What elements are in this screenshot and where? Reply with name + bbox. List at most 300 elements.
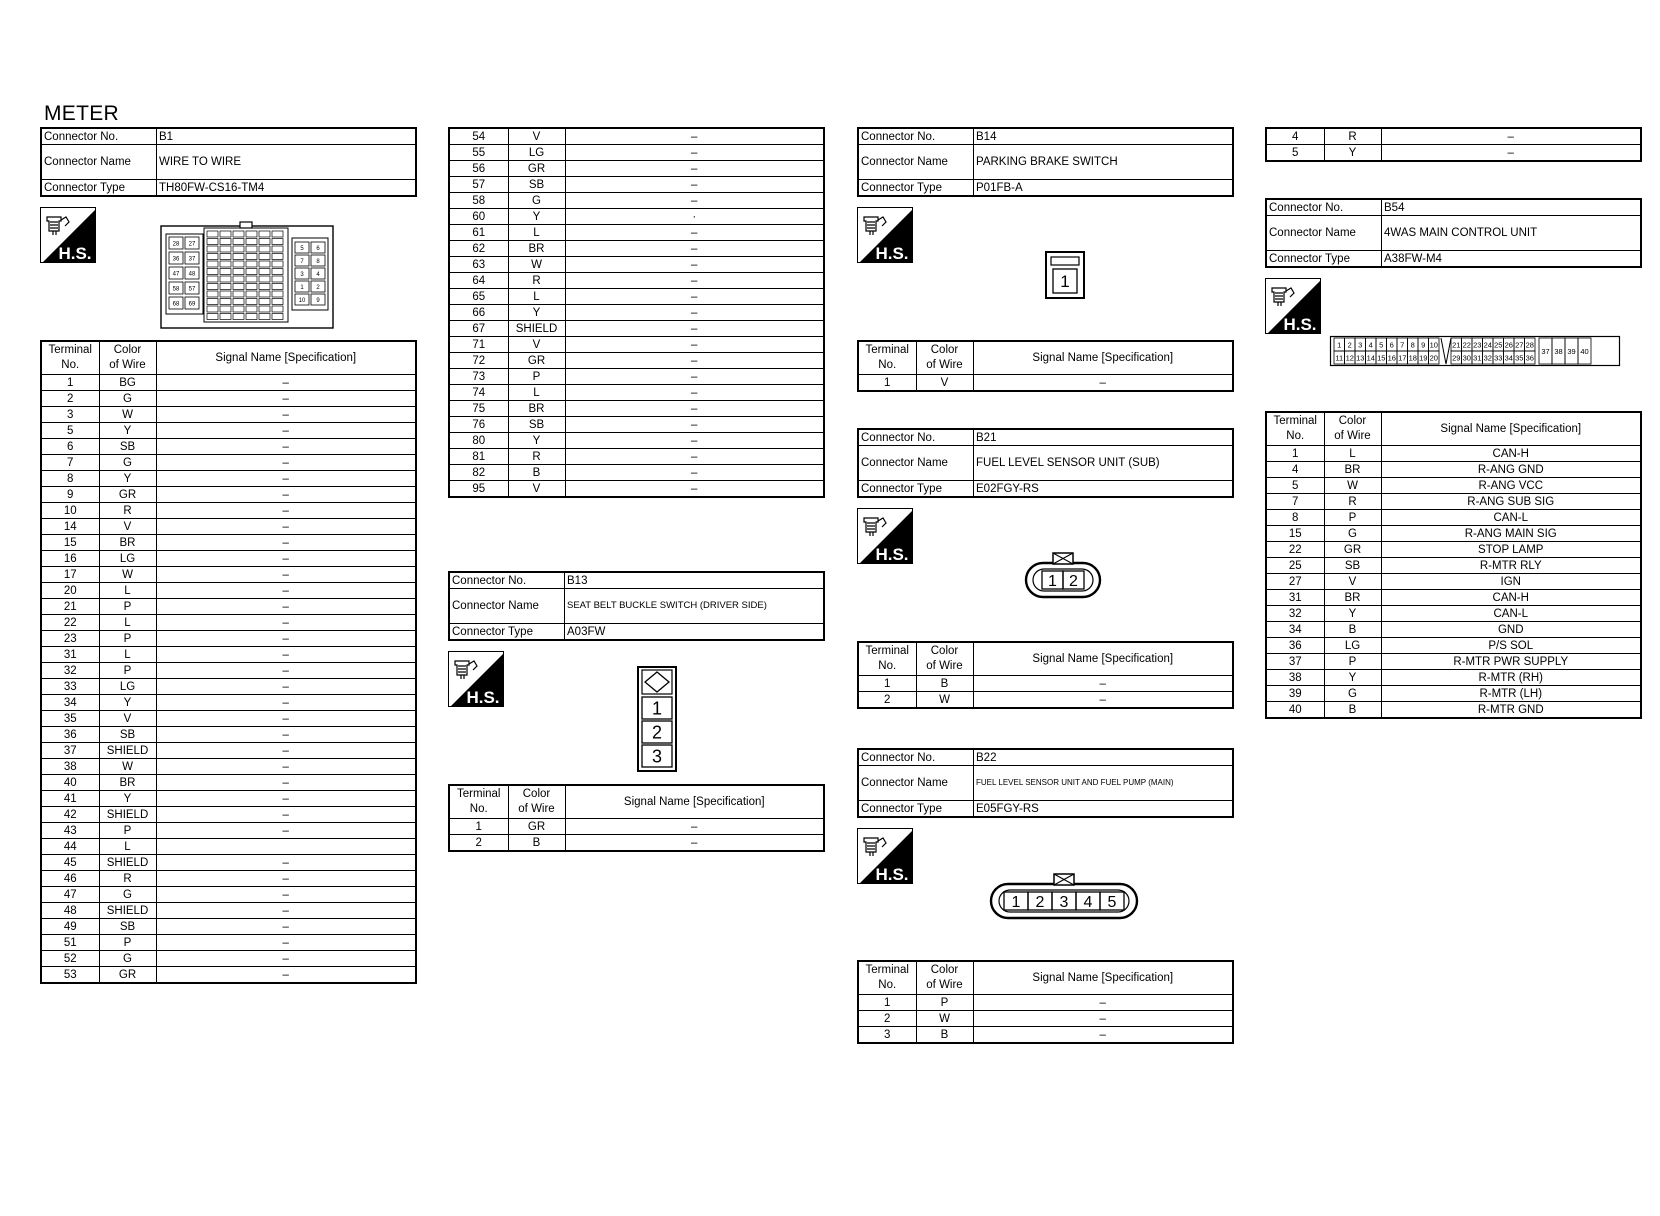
- pin-label: 21: [1452, 340, 1461, 350]
- terminal-no-cell: 81: [449, 449, 508, 465]
- signal-name-cell: –: [156, 855, 416, 871]
- b14-pins: [1053, 269, 1077, 293]
- terminal-no-cell: 57: [449, 177, 508, 193]
- pin-label: 2: [1347, 340, 1352, 350]
- signal-name-cell: –: [973, 375, 1233, 392]
- table-row: [449, 385, 824, 401]
- table-row: [449, 321, 824, 337]
- signal-name-cell: –: [156, 807, 416, 823]
- connector-b21-block: [857, 428, 1234, 498]
- terminal-no-cell: 43: [41, 823, 99, 839]
- connector-name-value: WIRE TO WIRE: [157, 145, 417, 180]
- wire-color-cell: SB: [99, 919, 156, 935]
- terminal-no-cell: 23: [41, 631, 99, 647]
- pin-cell: [272, 299, 283, 305]
- pin-cell: [272, 269, 283, 275]
- wire-color-cell: B: [1324, 622, 1381, 638]
- pin-cell: [233, 291, 244, 297]
- pin-label: 2: [316, 285, 320, 291]
- table-row: [41, 759, 416, 775]
- pin-label: 6: [1389, 340, 1394, 350]
- connector-type-value: P01FB-A: [974, 180, 1234, 197]
- connector-no-label: Connector No.: [1266, 199, 1382, 216]
- terminal-no-cell: 47: [41, 887, 99, 903]
- pin-label: 2: [651, 722, 663, 743]
- pin-label: 8: [1410, 340, 1415, 350]
- wire-color-cell: L: [508, 289, 565, 305]
- pin-cell: [246, 299, 257, 305]
- pin-cell: [272, 276, 283, 282]
- signal-name-header: Signal Name [Specification]: [973, 642, 1233, 676]
- pin-label: 5: [1107, 893, 1117, 911]
- pin-label: 16: [1387, 353, 1396, 363]
- svg-text:H.S.: H.S.: [875, 865, 909, 884]
- table-row: [41, 935, 416, 951]
- pin-label: 9: [1421, 340, 1426, 350]
- pin-cell: [220, 231, 231, 237]
- connector-no-label: Connector No.: [858, 128, 974, 145]
- pin-label: 23: [1473, 340, 1482, 350]
- connector-b22-diagram: [989, 873, 1139, 921]
- terminal-no-cell: 35: [41, 711, 99, 727]
- wire-color-cell: Y: [99, 791, 156, 807]
- wire-color-cell: Y: [1324, 145, 1381, 162]
- wire-color-cell: L: [99, 615, 156, 631]
- table-header-row: [449, 785, 824, 819]
- pin-cell: [272, 261, 283, 267]
- terminal-no-cell: 41: [41, 791, 99, 807]
- pin-label: 14: [1366, 353, 1375, 363]
- terminal-no-cell: 63: [449, 257, 508, 273]
- terminal-no-header: Terminal No.: [449, 785, 508, 819]
- table-row: [449, 225, 824, 241]
- terminal-no-cell: 60: [449, 209, 508, 225]
- pin-cell: [246, 306, 257, 312]
- wire-color-cell: W: [916, 1011, 973, 1027]
- signal-name-cell: –: [565, 257, 824, 273]
- wire-color-cell: P: [916, 995, 973, 1011]
- wire-color-cell: B: [916, 676, 973, 692]
- pin-cell: [207, 306, 218, 312]
- b1-pin-grid: [207, 231, 283, 320]
- connector-type-value: TH80FW-CS16-TM4: [157, 180, 417, 197]
- pin-label: 57: [188, 286, 196, 293]
- terminal-no-cell: 56: [449, 161, 508, 177]
- svg-text:H.S.: H.S.: [1283, 315, 1317, 334]
- terminal-no-cell: 8: [1266, 510, 1324, 526]
- terminal-no-cell: 75: [449, 401, 508, 417]
- pin-cell: [233, 306, 244, 312]
- terminal-no-cell: 49: [41, 919, 99, 935]
- pin-cell: [207, 239, 218, 245]
- connector-no-value: B13: [565, 572, 825, 589]
- pin-label: 48: [188, 271, 196, 278]
- wire-color-cell: SB: [1324, 558, 1381, 574]
- connector-b22-wires-continued: [1265, 127, 1642, 162]
- connector-name-value: 4WAS MAIN CONTROL UNIT: [1382, 216, 1642, 251]
- terminal-no-cell: 6: [41, 439, 99, 455]
- wire-color-cell: L: [99, 839, 156, 855]
- pin-label: 39: [1567, 347, 1576, 356]
- pin-label: 29: [1452, 353, 1461, 363]
- signal-name-cell: –: [565, 481, 824, 498]
- signal-name-cell: CAN-L: [1381, 606, 1641, 622]
- connector-name-label: Connector Name: [41, 145, 157, 180]
- wire-color-cell: BR: [1324, 590, 1381, 606]
- terminal-no-cell: 2: [858, 1011, 916, 1027]
- table-row: [449, 819, 824, 835]
- table-row: [1266, 702, 1641, 719]
- connector-b14-diagram: [1045, 251, 1085, 299]
- pin-label: 40: [1580, 347, 1589, 356]
- wire-color-cell: GR: [99, 967, 156, 984]
- connector-b54-wires: [1265, 411, 1642, 719]
- b21-pins: [1042, 571, 1084, 590]
- table-row: [41, 487, 416, 503]
- signal-name-header: Signal Name [Specification]: [1381, 412, 1641, 446]
- connector-name-value: PARKING BRAKE SWITCH: [974, 145, 1234, 180]
- table-row: [1266, 606, 1641, 622]
- signal-name-cell: CAN-H: [1381, 446, 1641, 462]
- terminal-no-cell: 38: [41, 759, 99, 775]
- pin-label: 27: [188, 241, 196, 248]
- table-row: [41, 807, 416, 823]
- pin-label: 20: [1429, 353, 1438, 363]
- pin-label: 36: [172, 256, 180, 263]
- wire-color-cell: W: [916, 692, 973, 709]
- pin-label: 1: [1337, 340, 1342, 350]
- signal-name-cell: GND: [1381, 622, 1641, 638]
- terminal-no-cell: 46: [41, 871, 99, 887]
- signal-name-cell: –: [565, 449, 824, 465]
- pin-label: 47: [172, 271, 180, 278]
- pin-cell: [233, 254, 244, 260]
- terminal-no-cell: 42: [41, 807, 99, 823]
- pin-cell: [220, 291, 231, 297]
- wire-color-cell: SHIELD: [508, 321, 565, 337]
- pin-cell: [272, 314, 283, 320]
- pin-label: 25: [1494, 340, 1503, 350]
- terminal-no-cell: 95: [449, 481, 508, 498]
- signal-name-cell: –: [565, 337, 824, 353]
- terminal-no-cell: 48: [41, 903, 99, 919]
- pin-cell: [220, 261, 231, 267]
- connector-name-label: Connector Name: [1266, 216, 1382, 251]
- table-header-row: [858, 642, 1233, 676]
- wire-color-cell: L: [508, 225, 565, 241]
- terminal-no-cell: 1: [858, 676, 916, 692]
- wire-color-cell: BR: [99, 535, 156, 551]
- table-row: [41, 471, 416, 487]
- connector-no-value: B1: [157, 128, 417, 145]
- connector-b54-diagram: [1330, 336, 1620, 366]
- terminal-no-cell: 25: [1266, 558, 1324, 574]
- table-row: [41, 679, 416, 695]
- pin-cell: [233, 269, 244, 275]
- table-row: [41, 919, 416, 935]
- pin-label: 4: [1368, 340, 1373, 350]
- table-row: [449, 433, 824, 449]
- signal-name-cell: –: [565, 273, 824, 289]
- svg-text:H.S.: H.S.: [466, 688, 500, 707]
- wire-color-cell: SHIELD: [99, 855, 156, 871]
- b54-pins: [1334, 338, 1591, 364]
- pin-cell: [207, 246, 218, 252]
- wire-color-cell: GR: [508, 161, 565, 177]
- pin-cell: [246, 269, 257, 275]
- color-of-wire-header: Color of Wire: [1324, 412, 1381, 446]
- pin-cell: [220, 239, 231, 245]
- pin-cell: [246, 276, 257, 282]
- connector-b13-wire-table: [449, 785, 824, 851]
- connector-no-value: B54: [1382, 199, 1642, 216]
- signal-name-cell: –: [156, 471, 416, 487]
- pin-cell: [246, 239, 257, 245]
- pin-label: 5: [300, 246, 304, 252]
- signal-name-cell: CAN-L: [1381, 510, 1641, 526]
- wire-color-cell: R: [99, 871, 156, 887]
- table-header-row: [858, 961, 1233, 995]
- key-notch: [1441, 338, 1451, 364]
- signal-name-cell: –: [156, 535, 416, 551]
- connector-b21-diagram: [1024, 550, 1102, 600]
- connector-type-label: Connector Type: [1266, 251, 1382, 268]
- wire-color-cell: G: [1324, 526, 1381, 542]
- table-row: [1266, 670, 1641, 686]
- pin-cell: [259, 269, 270, 275]
- signal-name-cell: –: [156, 567, 416, 583]
- terminal-no-cell: 65: [449, 289, 508, 305]
- connector-b1-wire-table-continued: [449, 128, 824, 497]
- terminal-no-cell: 44: [41, 839, 99, 855]
- connector-name-label: Connector Name: [858, 446, 974, 481]
- pin-label: 7: [1400, 340, 1405, 350]
- wire-color-cell: G: [508, 193, 565, 209]
- pin-cell: [259, 291, 270, 297]
- svg-text:H.S.: H.S.: [58, 244, 92, 263]
- signal-name-cell: R-ANG GND: [1381, 462, 1641, 478]
- wire-color-cell: Y: [508, 209, 565, 225]
- terminal-no-cell: 51: [41, 935, 99, 951]
- pin-label: 27: [1515, 340, 1524, 350]
- connector-type-value: A03FW: [565, 624, 825, 641]
- wire-color-cell: L: [1324, 446, 1381, 462]
- table-header-row: [858, 341, 1233, 375]
- pin-cell: [259, 254, 270, 260]
- pin-label: 35: [1515, 353, 1524, 363]
- pin-cell: [272, 231, 283, 237]
- connector-type-label: Connector Type: [858, 801, 974, 818]
- signal-name-cell: –: [565, 369, 824, 385]
- wire-color-cell: SHIELD: [99, 807, 156, 823]
- wire-color-cell: L: [99, 647, 156, 663]
- color-of-wire-header: Color of Wire: [916, 961, 973, 995]
- wire-color-cell: Y: [1324, 606, 1381, 622]
- wire-color-cell: SB: [99, 727, 156, 743]
- pin-label: 12: [1345, 353, 1354, 363]
- signal-name-cell: –: [156, 791, 416, 807]
- wire-color-cell: R: [1324, 128, 1381, 145]
- terminal-no-header: Terminal No.: [41, 341, 99, 375]
- table-row: [41, 871, 416, 887]
- signal-name-cell: –: [973, 692, 1233, 709]
- terminal-no-cell: 7: [1266, 494, 1324, 510]
- signal-name-header: Signal Name [Specification]: [973, 961, 1233, 995]
- pin-label: 7: [300, 259, 304, 265]
- pin-label: 4: [1083, 893, 1093, 911]
- signal-name-cell: [156, 839, 416, 855]
- table-row: [41, 439, 416, 455]
- terminal-no-cell: 66: [449, 305, 508, 321]
- pin-label: 5: [1379, 340, 1384, 350]
- pin-label: 37: [1541, 347, 1550, 356]
- pin-label: 1: [1048, 572, 1057, 590]
- wire-color-cell: P: [1324, 510, 1381, 526]
- connector-b14-block: [857, 127, 1234, 197]
- table-row: [449, 369, 824, 385]
- signal-name-cell: –: [1381, 145, 1641, 162]
- pin-label: 2: [1069, 572, 1078, 590]
- signal-name-cell: R-MTR (LH): [1381, 686, 1641, 702]
- table-row: [1266, 590, 1641, 606]
- table-row: [41, 423, 416, 439]
- table-row: [858, 692, 1233, 709]
- table-row: [1266, 494, 1641, 510]
- table-row: [1266, 145, 1641, 162]
- pin-cell: [233, 246, 244, 252]
- terminal-no-cell: 72: [449, 353, 508, 369]
- terminal-no-cell: 9: [41, 487, 99, 503]
- signal-name-cell: –: [565, 193, 824, 209]
- wire-color-cell: BR: [508, 401, 565, 417]
- terminal-no-cell: 20: [41, 583, 99, 599]
- pin-label: 2: [1035, 893, 1045, 911]
- signal-name-cell: –: [565, 305, 824, 321]
- table-row: [41, 631, 416, 647]
- svg-text:H.S.: H.S.: [875, 244, 909, 263]
- wire-color-cell: BG: [99, 375, 156, 391]
- signal-name-cell: –: [156, 871, 416, 887]
- pin-cell: [259, 261, 270, 267]
- wire-color-cell: L: [99, 583, 156, 599]
- signal-name-header: Signal Name [Specification]: [973, 341, 1233, 375]
- table-row: [41, 855, 416, 871]
- pin-cell: [207, 276, 218, 282]
- pin-label: 3: [300, 272, 304, 278]
- pin-cell: [246, 291, 257, 297]
- signal-name-cell: –: [565, 385, 824, 401]
- wire-color-cell: V: [508, 481, 565, 498]
- connector-name-label: Connector Name: [449, 589, 565, 624]
- terminal-no-cell: 15: [41, 535, 99, 551]
- hs-badge-icon: [857, 828, 913, 884]
- wire-color-cell: SHIELD: [99, 743, 156, 759]
- wire-color-cell: GR: [99, 487, 156, 503]
- terminal-no-cell: 4: [1266, 128, 1324, 145]
- connector-b13-diagram: [637, 666, 677, 772]
- signal-name-cell: –: [156, 487, 416, 503]
- signal-name-cell: –: [156, 631, 416, 647]
- wire-color-cell: P: [1324, 654, 1381, 670]
- connector-name-value: SEAT BELT BUCKLE SWITCH (DRIVER SIDE): [565, 589, 825, 624]
- terminal-no-cell: 34: [41, 695, 99, 711]
- pin-label: 15: [1377, 353, 1386, 363]
- signal-name-cell: –: [565, 835, 824, 852]
- pin-label: 18: [1408, 353, 1417, 363]
- table-row: [1266, 622, 1641, 638]
- terminal-no-cell: 45: [41, 855, 99, 871]
- hs-badge-icon: [40, 207, 96, 263]
- table-row: [1266, 542, 1641, 558]
- table-row: [449, 128, 824, 145]
- table-row: [41, 663, 416, 679]
- pin-cell: [272, 254, 283, 260]
- connector-b54-wire-table: [1266, 412, 1641, 718]
- signal-name-cell: CAN-H: [1381, 590, 1641, 606]
- table-row: [449, 305, 824, 321]
- table-row: [449, 465, 824, 481]
- signal-name-cell: –: [156, 455, 416, 471]
- pin-cell: [233, 299, 244, 305]
- wire-color-cell: G: [99, 391, 156, 407]
- signal-name-cell: –: [565, 433, 824, 449]
- table-row: [41, 727, 416, 743]
- pin-cell: [220, 276, 231, 282]
- wire-color-cell: B: [1324, 702, 1381, 719]
- terminal-no-cell: 67: [449, 321, 508, 337]
- pin-cell: [246, 261, 257, 267]
- wire-color-cell: G: [1324, 686, 1381, 702]
- pin-cell: [207, 284, 218, 290]
- terminal-no-cell: 80: [449, 433, 508, 449]
- pin-label: 8: [316, 259, 320, 265]
- terminal-no-cell: 55: [449, 145, 508, 161]
- terminal-no-cell: 1: [858, 995, 916, 1011]
- pin-cell: [220, 269, 231, 275]
- terminal-no-cell: 21: [41, 599, 99, 615]
- terminal-no-cell: 2: [41, 391, 99, 407]
- pin-label: 10: [298, 298, 306, 304]
- table-row: [41, 535, 416, 551]
- table-row: [858, 1027, 1233, 1044]
- connector-b21-wire-table: [858, 642, 1233, 708]
- wire-color-cell: P: [99, 823, 156, 839]
- terminal-no-cell: 71: [449, 337, 508, 353]
- pin-cell: [272, 306, 283, 312]
- pin-label: 4: [316, 272, 320, 278]
- wire-color-cell: Y: [1324, 670, 1381, 686]
- table-row: [41, 599, 416, 615]
- wire-color-cell: V: [508, 337, 565, 353]
- pin-cell: [233, 261, 244, 267]
- hs-badge-icon: [448, 651, 504, 707]
- signal-name-cell: –: [565, 225, 824, 241]
- wire-color-cell: BR: [99, 775, 156, 791]
- pin-label: 26: [1504, 340, 1513, 350]
- wire-color-cell: B: [508, 835, 565, 852]
- terminal-no-cell: 7: [41, 455, 99, 471]
- signal-name-cell: IGN: [1381, 574, 1641, 590]
- terminal-no-cell: 52: [41, 951, 99, 967]
- table-row: [858, 1011, 1233, 1027]
- page-title: METER: [44, 102, 119, 125]
- wire-color-cell: LG: [99, 551, 156, 567]
- connector-b1-diagram: [160, 222, 335, 329]
- terminal-no-cell: 53: [41, 967, 99, 984]
- pin-cell: [220, 246, 231, 252]
- signal-name-cell: –: [156, 663, 416, 679]
- signal-name-cell: –: [565, 417, 824, 433]
